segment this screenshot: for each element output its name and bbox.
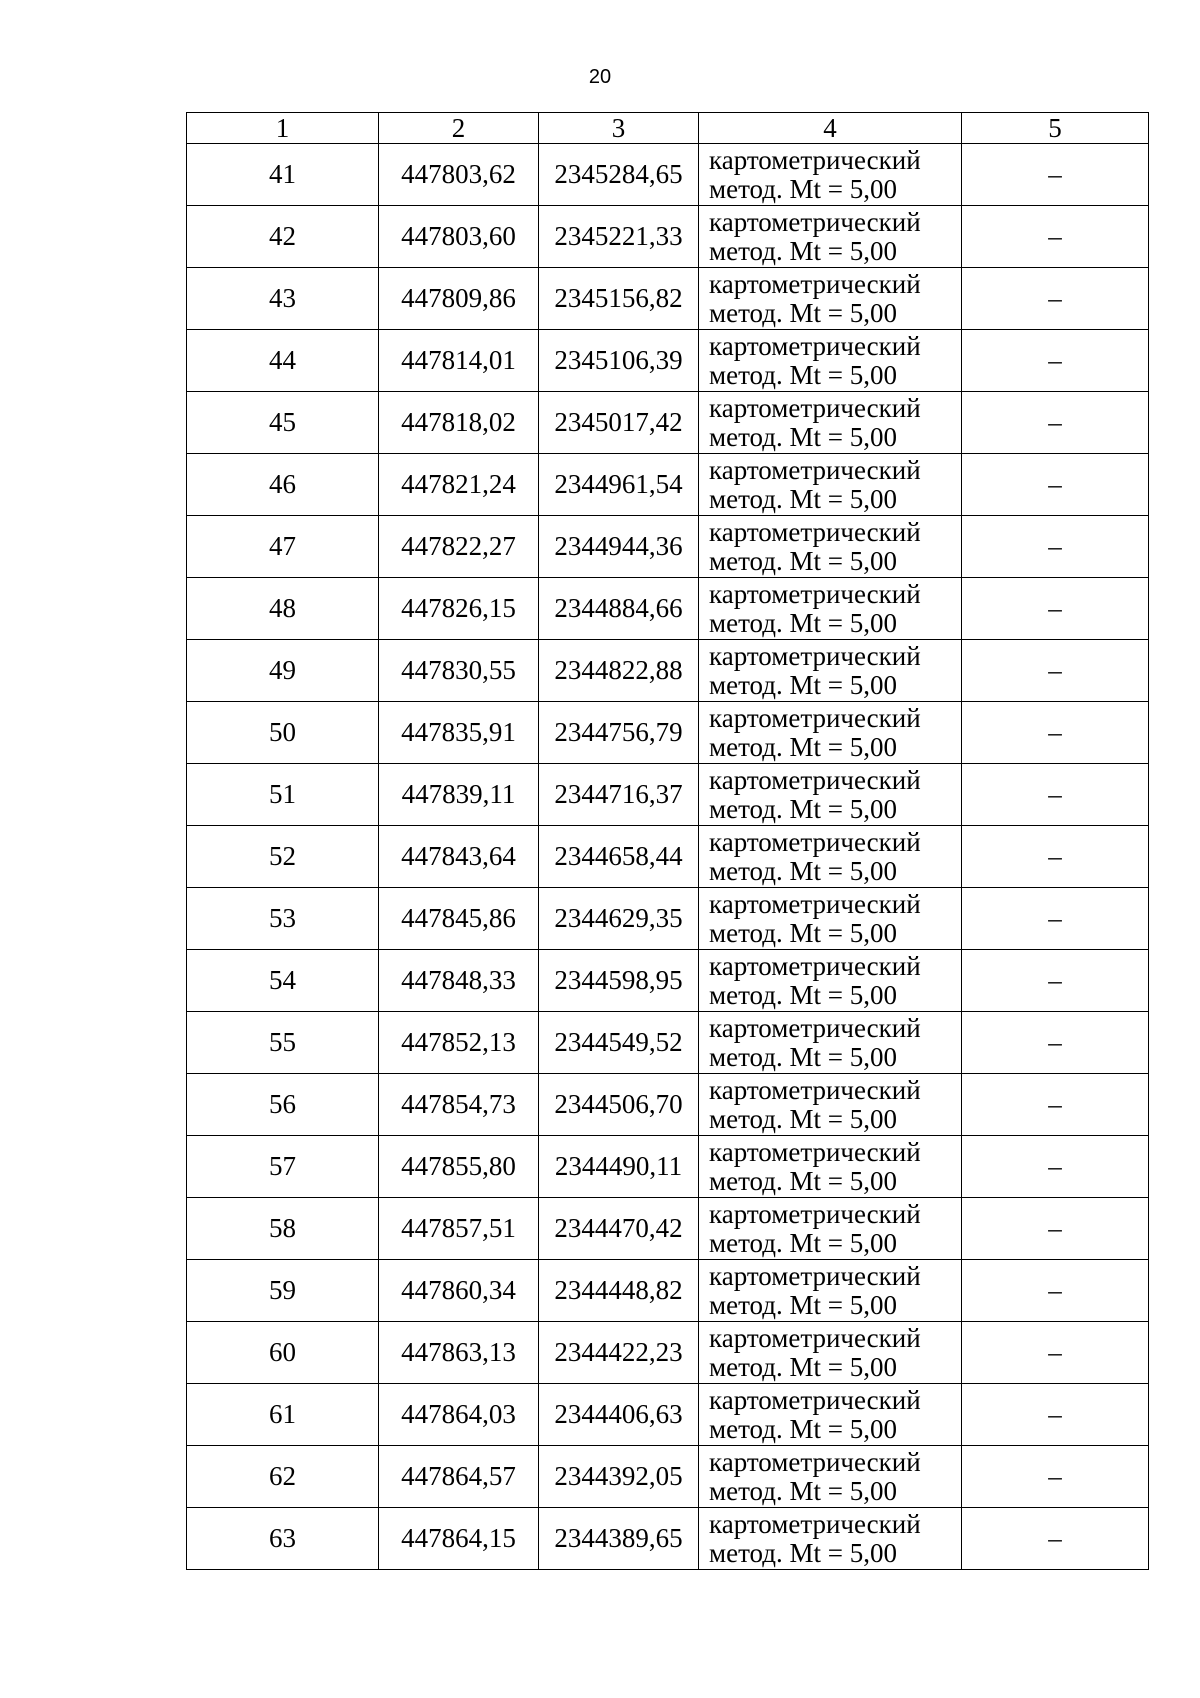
point-number-cell: 60 <box>187 1322 379 1384</box>
point-number-cell: 52 <box>187 826 379 888</box>
table-row <box>187 1012 1149 1074</box>
column5-cell: – <box>962 1322 1149 1384</box>
column5-cell: – <box>962 888 1149 950</box>
table-row <box>187 516 1149 578</box>
method-cell <box>699 1136 962 1198</box>
method-name: картометрический <box>709 392 921 423</box>
column5-cell: – <box>962 1198 1149 1260</box>
y-coordinate-cell: 2344448,82 <box>539 1260 699 1322</box>
point-number-cell: 57 <box>187 1136 379 1198</box>
method-cell <box>699 578 962 640</box>
coordinates-table <box>186 112 1149 1570</box>
point-number-cell: 62 <box>187 1446 379 1508</box>
column5-cell: – <box>962 640 1149 702</box>
method-accuracy: метод. Mt = 5,00 <box>709 1227 897 1258</box>
y-coordinate-cell: 2344506,70 <box>539 1074 699 1136</box>
x-coordinate-cell: 447826,15 <box>379 578 539 640</box>
y-coordinate-cell: 2345221,33 <box>539 206 699 268</box>
column5-cell: – <box>962 144 1149 206</box>
method-accuracy: метод. Mt = 5,00 <box>709 359 897 390</box>
method-name: картометрический <box>709 764 921 795</box>
table-row <box>187 578 1149 640</box>
y-coordinate-cell: 2344658,44 <box>539 826 699 888</box>
method-accuracy: метод. Mt = 5,00 <box>709 793 897 824</box>
point-number-cell: 48 <box>187 578 379 640</box>
column5-cell: – <box>962 950 1149 1012</box>
method-name: картометрический <box>709 578 921 609</box>
x-coordinate-cell: 447845,86 <box>379 888 539 950</box>
x-coordinate-cell: 447809,86 <box>379 268 539 330</box>
column5-cell: – <box>962 578 1149 640</box>
x-coordinate-cell: 447857,51 <box>379 1198 539 1260</box>
table-body <box>187 144 1149 1570</box>
method-name: картометрический <box>709 516 921 547</box>
table-row <box>187 206 1149 268</box>
x-coordinate-cell: 447854,73 <box>379 1074 539 1136</box>
method-cell <box>699 392 962 454</box>
point-number-cell: 63 <box>187 1508 379 1570</box>
point-number-cell: 49 <box>187 640 379 702</box>
x-coordinate-cell: 447863,13 <box>379 1322 539 1384</box>
method-cell <box>699 888 962 950</box>
method-name: картометрический <box>709 206 921 237</box>
table-row <box>187 1322 1149 1384</box>
method-cell <box>699 702 962 764</box>
method-name: картометрический <box>709 1322 921 1353</box>
method-accuracy: метод. Mt = 5,00 <box>709 1165 897 1196</box>
table-row <box>187 1446 1149 1508</box>
x-coordinate-cell: 447852,13 <box>379 1012 539 1074</box>
page-number: 20 <box>588 66 612 88</box>
x-coordinate-cell: 447864,57 <box>379 1446 539 1508</box>
column-header: 4 <box>699 113 962 144</box>
method-name: картометрический <box>709 330 921 361</box>
point-number-cell: 53 <box>187 888 379 950</box>
table-row <box>187 1384 1149 1446</box>
method-cell <box>699 826 962 888</box>
method-name: картометрический <box>709 1012 921 1043</box>
table-row <box>187 1260 1149 1322</box>
table-row <box>187 640 1149 702</box>
y-coordinate-cell: 2344389,65 <box>539 1508 699 1570</box>
method-accuracy: метод. Mt = 5,00 <box>709 1537 897 1568</box>
point-number-cell: 45 <box>187 392 379 454</box>
point-number-cell: 43 <box>187 268 379 330</box>
column5-cell: – <box>962 1136 1149 1198</box>
column5-cell: – <box>962 206 1149 268</box>
column5-cell: – <box>962 702 1149 764</box>
table-row <box>187 144 1149 206</box>
method-cell <box>699 1446 962 1508</box>
y-coordinate-cell: 2344822,88 <box>539 640 699 702</box>
method-name: картометрический <box>709 454 921 485</box>
x-coordinate-cell: 447830,55 <box>379 640 539 702</box>
point-number-cell: 51 <box>187 764 379 826</box>
point-number-cell: 61 <box>187 1384 379 1446</box>
column5-cell: – <box>962 1508 1149 1570</box>
point-number-cell: 58 <box>187 1198 379 1260</box>
y-coordinate-cell: 2344422,23 <box>539 1322 699 1384</box>
table-row <box>187 268 1149 330</box>
method-accuracy: метод. Mt = 5,00 <box>709 1041 897 1072</box>
column5-cell: – <box>962 1074 1149 1136</box>
method-name: картометрический <box>709 702 921 733</box>
method-cell <box>699 1012 962 1074</box>
table-row <box>187 392 1149 454</box>
table-row <box>187 764 1149 826</box>
column5-cell: – <box>962 1012 1149 1074</box>
column-header: 5 <box>962 113 1149 144</box>
column-header: 1 <box>187 113 379 144</box>
point-number-cell: 44 <box>187 330 379 392</box>
method-cell <box>699 764 962 826</box>
method-accuracy: метод. Mt = 5,00 <box>709 173 897 204</box>
column5-cell: – <box>962 1446 1149 1508</box>
x-coordinate-cell: 447803,60 <box>379 206 539 268</box>
method-name: картометрический <box>709 826 921 857</box>
method-name: картометрический <box>709 640 921 671</box>
y-coordinate-cell: 2344470,42 <box>539 1198 699 1260</box>
x-coordinate-cell: 447864,03 <box>379 1384 539 1446</box>
y-coordinate-cell: 2344629,35 <box>539 888 699 950</box>
point-number-cell: 59 <box>187 1260 379 1322</box>
column5-cell: – <box>962 330 1149 392</box>
x-coordinate-cell: 447843,64 <box>379 826 539 888</box>
x-coordinate-cell: 447822,27 <box>379 516 539 578</box>
point-number-cell: 55 <box>187 1012 379 1074</box>
method-accuracy: метод. Mt = 5,00 <box>709 421 897 452</box>
table-row <box>187 888 1149 950</box>
column-header: 2 <box>379 113 539 144</box>
column5-cell: – <box>962 1384 1149 1446</box>
x-coordinate-cell: 447864,15 <box>379 1508 539 1570</box>
y-coordinate-cell: 2344406,63 <box>539 1384 699 1446</box>
method-name: картометрический <box>709 1260 921 1291</box>
column5-cell: – <box>962 826 1149 888</box>
table-row <box>187 1198 1149 1260</box>
method-name: картометрический <box>709 268 921 299</box>
y-coordinate-cell: 2344944,36 <box>539 516 699 578</box>
y-coordinate-cell: 2344549,52 <box>539 1012 699 1074</box>
x-coordinate-cell: 447860,34 <box>379 1260 539 1322</box>
column5-cell: – <box>962 454 1149 516</box>
method-cell <box>699 1322 962 1384</box>
x-coordinate-cell: 447835,91 <box>379 702 539 764</box>
x-coordinate-cell: 447803,62 <box>379 144 539 206</box>
point-number-cell: 41 <box>187 144 379 206</box>
method-accuracy: метод. Mt = 5,00 <box>709 235 897 266</box>
x-coordinate-cell: 447814,01 <box>379 330 539 392</box>
method-accuracy: метод. Mt = 5,00 <box>709 483 897 514</box>
table-row <box>187 1508 1149 1570</box>
method-accuracy: метод. Mt = 5,00 <box>709 1413 897 1444</box>
method-cell <box>699 1508 962 1570</box>
x-coordinate-cell: 447821,24 <box>379 454 539 516</box>
method-accuracy: метод. Mt = 5,00 <box>709 855 897 886</box>
x-coordinate-cell: 447855,80 <box>379 1136 539 1198</box>
table-row <box>187 1136 1149 1198</box>
table-row <box>187 454 1149 516</box>
method-name: картометрический <box>709 1446 921 1477</box>
method-name: картометрический <box>709 144 921 175</box>
method-accuracy: метод. Mt = 5,00 <box>709 297 897 328</box>
method-cell <box>699 268 962 330</box>
point-number-cell: 42 <box>187 206 379 268</box>
method-accuracy: метод. Mt = 5,00 <box>709 1475 897 1506</box>
table-row <box>187 702 1149 764</box>
method-cell <box>699 1384 962 1446</box>
method-accuracy: метод. Mt = 5,00 <box>709 545 897 576</box>
method-cell <box>699 144 962 206</box>
method-name: картометрический <box>709 1136 921 1167</box>
column-header: 3 <box>539 113 699 144</box>
column5-cell: – <box>962 764 1149 826</box>
method-name: картометрический <box>709 888 921 919</box>
table-header-row <box>187 113 1149 144</box>
y-coordinate-cell: 2344961,54 <box>539 454 699 516</box>
method-accuracy: метод. Mt = 5,00 <box>709 979 897 1010</box>
method-cell <box>699 330 962 392</box>
method-accuracy: метод. Mt = 5,00 <box>709 1289 897 1320</box>
method-name: картометрический <box>709 1074 921 1105</box>
point-number-cell: 47 <box>187 516 379 578</box>
method-accuracy: метод. Mt = 5,00 <box>709 917 897 948</box>
method-cell <box>699 516 962 578</box>
y-coordinate-cell: 2345017,42 <box>539 392 699 454</box>
point-number-cell: 46 <box>187 454 379 516</box>
method-accuracy: метод. Mt = 5,00 <box>709 731 897 762</box>
y-coordinate-cell: 2344490,11 <box>539 1136 699 1198</box>
table-row <box>187 330 1149 392</box>
method-name: картометрический <box>709 1508 921 1539</box>
method-name: картометрический <box>709 1384 921 1415</box>
method-cell <box>699 640 962 702</box>
x-coordinate-cell: 447848,33 <box>379 950 539 1012</box>
method-cell <box>699 1074 962 1136</box>
method-cell <box>699 1260 962 1322</box>
point-number-cell: 56 <box>187 1074 379 1136</box>
table-row <box>187 950 1149 1012</box>
method-cell <box>699 454 962 516</box>
table-row <box>187 1074 1149 1136</box>
y-coordinate-cell: 2344392,05 <box>539 1446 699 1508</box>
y-coordinate-cell: 2344756,79 <box>539 702 699 764</box>
x-coordinate-cell: 447818,02 <box>379 392 539 454</box>
column5-cell: – <box>962 1260 1149 1322</box>
method-accuracy: метод. Mt = 5,00 <box>709 1103 897 1134</box>
y-coordinate-cell: 2345106,39 <box>539 330 699 392</box>
x-coordinate-cell: 447839,11 <box>379 764 539 826</box>
column5-cell: – <box>962 268 1149 330</box>
table-row <box>187 826 1149 888</box>
y-coordinate-cell: 2345284,65 <box>539 144 699 206</box>
y-coordinate-cell: 2345156,82 <box>539 268 699 330</box>
column5-cell: – <box>962 516 1149 578</box>
method-accuracy: метод. Mt = 5,00 <box>709 607 897 638</box>
method-accuracy: метод. Mt = 5,00 <box>709 669 897 700</box>
y-coordinate-cell: 2344884,66 <box>539 578 699 640</box>
method-accuracy: метод. Mt = 5,00 <box>709 1351 897 1382</box>
method-name: картометрический <box>709 950 921 981</box>
point-number-cell: 50 <box>187 702 379 764</box>
method-name: картометрический <box>709 1198 921 1229</box>
y-coordinate-cell: 2344716,37 <box>539 764 699 826</box>
method-cell <box>699 206 962 268</box>
column5-cell: – <box>962 392 1149 454</box>
y-coordinate-cell: 2344598,95 <box>539 950 699 1012</box>
method-cell <box>699 1198 962 1260</box>
method-cell <box>699 950 962 1012</box>
point-number-cell: 54 <box>187 950 379 1012</box>
